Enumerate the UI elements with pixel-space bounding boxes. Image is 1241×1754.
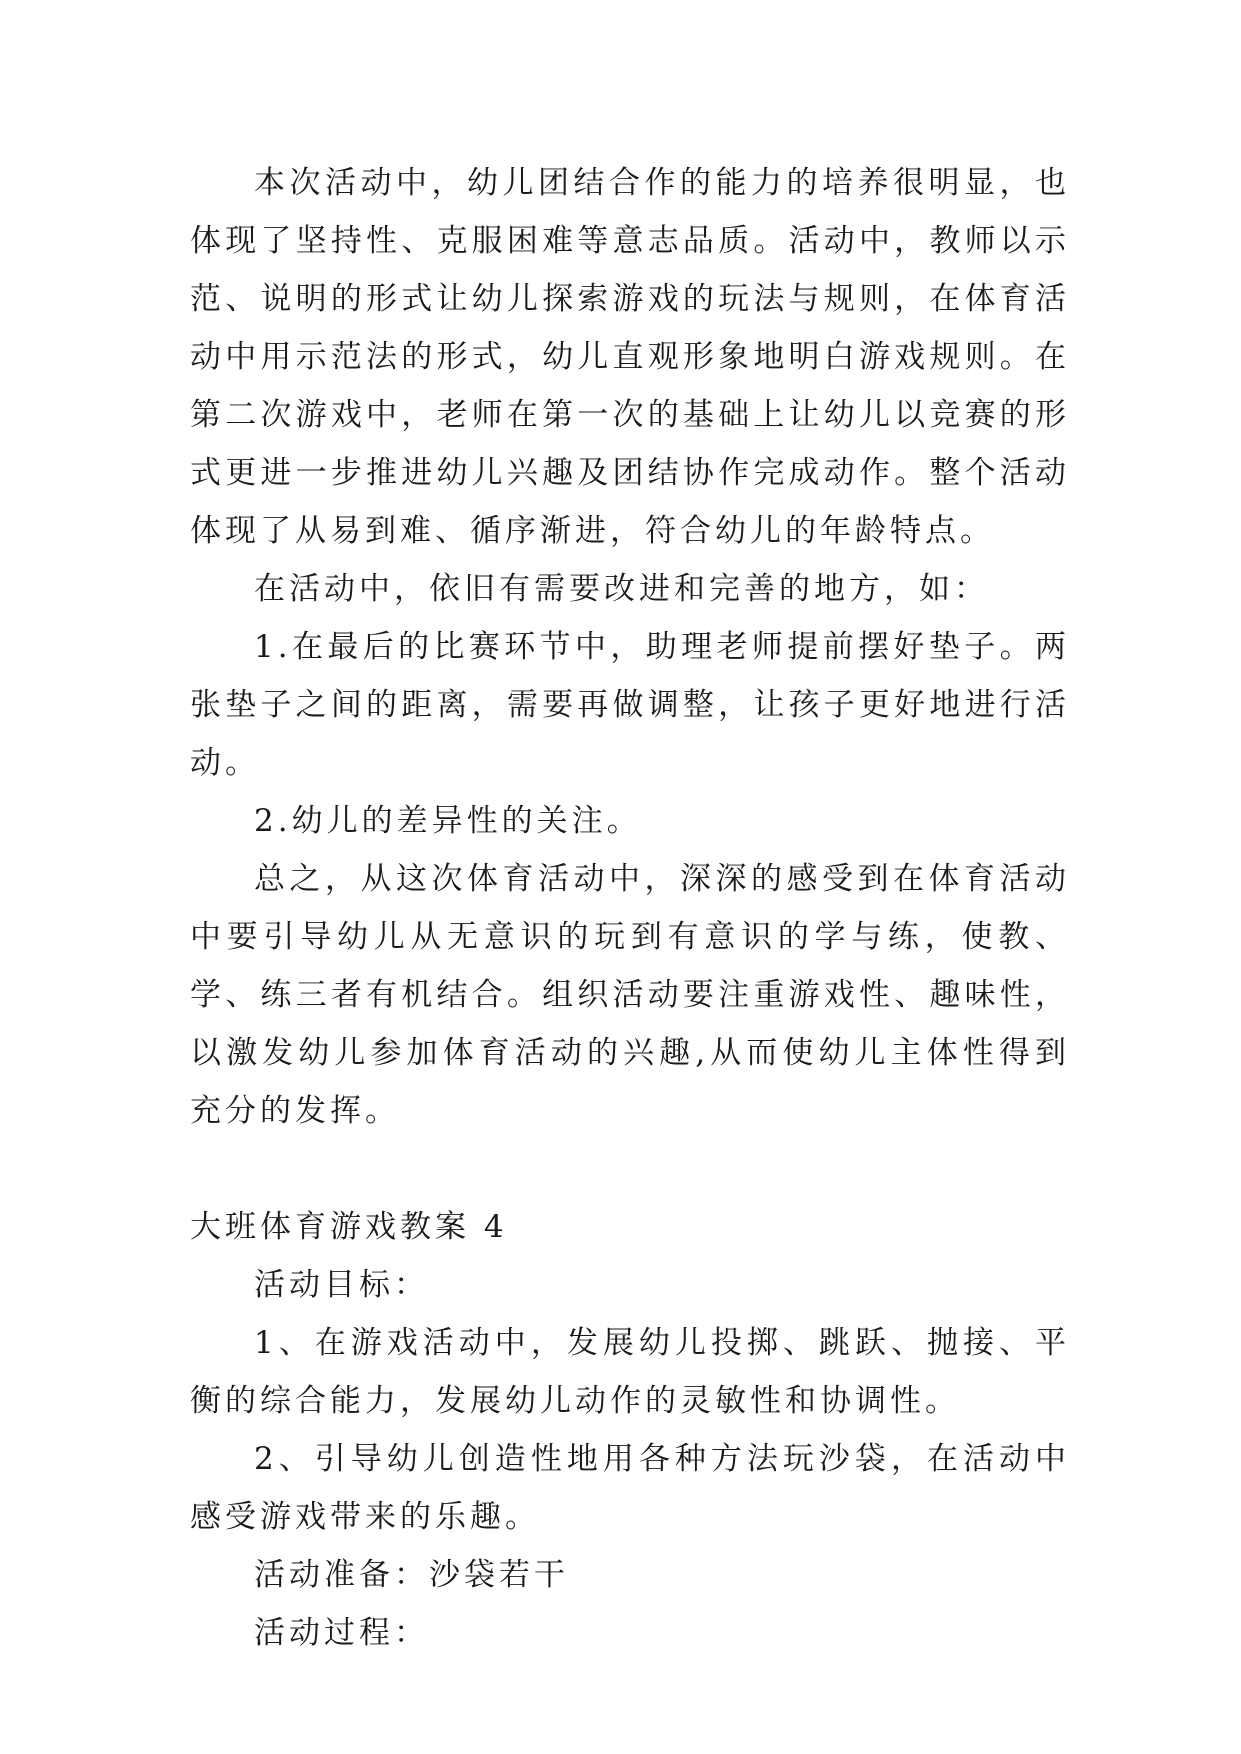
- paragraph-goal-2: 2、引导幼儿创造性地用各种方法玩沙袋，在活动中感受游戏带来的乐趣。: [190, 1441, 1070, 1535]
- paragraph-goal-1: 1、在游戏活动中，发展幼儿投掷、跳跃、抛接、平衡的综合能力，发展幼儿动作的灵敏性和协调性。: [190, 1325, 1070, 1419]
- paragraph-goals-label: 活动目标：: [254, 1267, 429, 1303]
- section-title: 大班体育游戏教案 4: [190, 1209, 508, 1245]
- document-body: [190, 154, 1070, 1662]
- paragraph-process-label: 活动过程：: [254, 1615, 429, 1651]
- paragraph-summary: 总之，从这次体育活动中，深深的感受到在体育活动中要引导幼儿从无意识的玩到有意识的学与练，使教、学、练三者有机结合。组织活动要注重游戏性、趣味性，以激发幼儿参加体育活动的兴趣,从而使幼儿主体性得到充分的发挥。: [190, 861, 1070, 1129]
- paragraph-improvement-2: 2.幼儿的差异性的关注。: [254, 803, 642, 839]
- paragraph-reflection: 本次活动中，幼儿团结合作的能力的培养很明显，也体现了坚持性、克服困难等意志品质。活动中，教师以示范、说明的形式让幼儿探索游戏的玩法与规则，在体育活动中用示范法的形式，幼儿直观形象地明白游戏规则。在第二次游戏中，老师在第一次的基础上让幼儿以竞赛的形式更进一步推进幼儿兴趣及团结协作完成动作。整个活动体现了从易到难、循序渐进，符合幼儿的年龄特点。: [190, 165, 1070, 549]
- paragraph-improvements-intro: 在活动中，依旧有需要改进和完善的地方，如：: [254, 571, 989, 607]
- paragraph-improvement-1: 1.在最后的比赛环节中，助理老师提前摆好垫子。两张垫子之间的距离，需要再做调整，让孩子更好地进行活动。: [190, 629, 1070, 781]
- paragraph-preparation: 活动准备：沙袋若干: [254, 1557, 569, 1593]
